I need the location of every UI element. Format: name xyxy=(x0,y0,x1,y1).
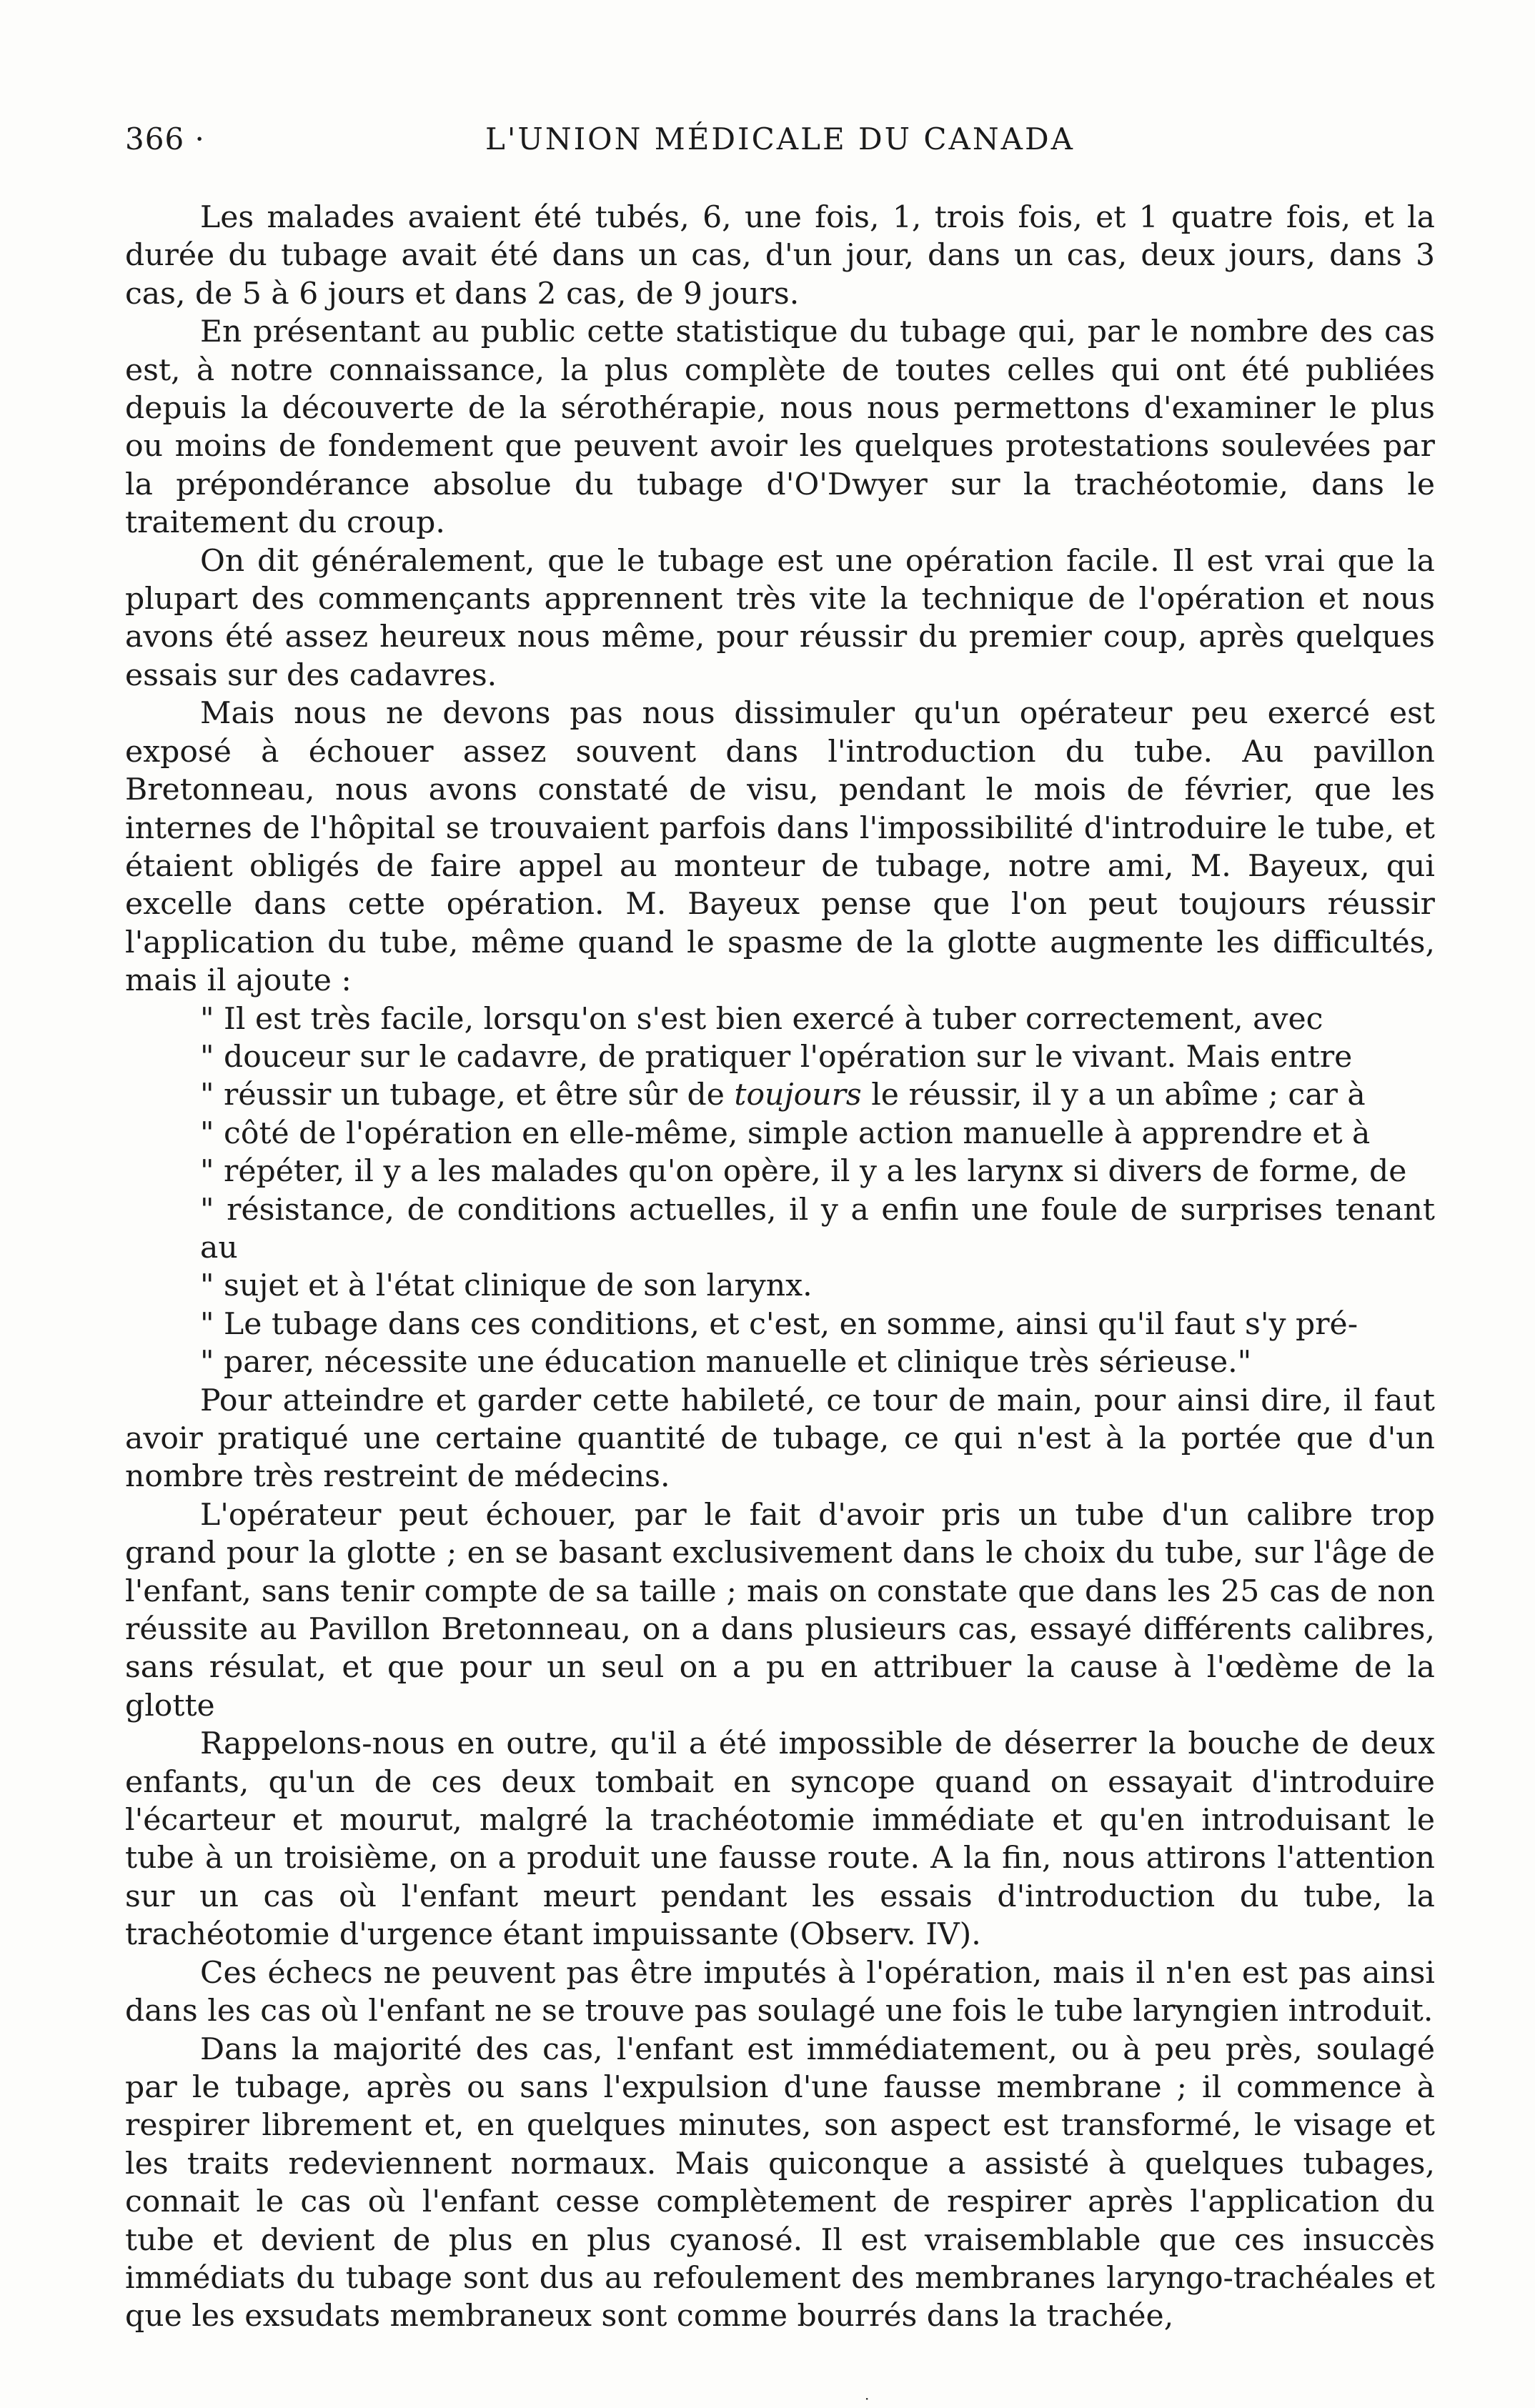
quote-line: " résistance, de conditions actuelles, il y a enfin une foule de surprises tenant au xyxy=(200,1192,1435,1265)
quote-line: " Il est très facile, lorsqu'on s'est bien exercé à tuber correctement, avec xyxy=(200,1001,1323,1037)
paragraph: Pour atteindre et garder cette habileté, ce tour de main, pour ainsi dire, il faut avoir pratiqué une certaine quantité de tubage, ce qui n'est à la portée que d'un nombre très restreint de médecins. xyxy=(125,1383,1435,1495)
block-quote xyxy=(125,1000,1435,1305)
running-title: L'UNION MÉDICALE DU CANADA xyxy=(485,121,1075,156)
footer-mark: · xyxy=(865,2390,870,2407)
paragraph: Dans la majorité des cas, l'enfant est immédiatement, ou à peu près, soulagé par le tubage, après ou sans l'expulsion d'une fausse membrane ; il commence à respirer librement et, en quelques minutes, son aspect est transformé, le visage et les traits redeviennent normaux. Mais quiconque a assisté à quelques tubages, connait le cas où l'enfant cesse complètement de respirer après l'application du tube et devient de plus en plus cyanosé. Il est vraisemblable que ces insuccès immédiats du tubage sont dus au refoulement des membranes laryngo-trachéales et que les exsudats membraneux sont comme bourrés dans la trachée, xyxy=(125,2031,1435,2334)
paragraph: On dit généralement, que le tubage est une opération facile. Il est vrai que la plupart des commençants apprennent très vite la technique de l'opération et nous avons été assez heureux nous même, pour réussir du premier coup, après quelques essais sur des cadavres. xyxy=(125,543,1435,693)
quote-line-text: " réussir un tubage, et être sûr de xyxy=(200,1078,725,1113)
page-number: 366 · xyxy=(125,121,205,156)
quote-line: " sujet et à l'état clinique de son larynx. xyxy=(200,1268,813,1304)
quote-line: " côté de l'opération en elle-même, simple action manuelle à apprendre et à xyxy=(200,1115,1371,1151)
quote-line: " parer, nécessite une éducation manuelle et clinique très sérieuse." xyxy=(200,1345,1252,1380)
quote-line xyxy=(200,1076,1435,1114)
paragraph: L'opérateur peut échouer, par le fait d'avoir pris un tube d'un calibre trop grand pour la glotte ; en se basant exclusivement dans le choix du tube, sur l'âge de l'enfant, sans tenir compte de sa taille ; mais on constate que dans les 25 cas de non réussite au Pavillon Bretonneau, on a dans plusieurs cas, essayé différents calibres, sans résulat, et que pour un seul on a pu en attribuer la cause à l'œdème de la glotte xyxy=(125,1497,1435,1723)
paragraph: Ces échecs ne peuvent pas être imputés à l'opération, mais il n'en est pas ainsi dans les cas où l'enfant ne se trouve pas soulagé une fois le tube laryngien introduit. xyxy=(125,1955,1435,2029)
paragraph: Les malades avaient été tubés, 6, une fois, 1, trois fois, et 1 quatre fois, et la durée du tubage avait été dans un cas, d'un jour, dans un cas, deux jours, dans 3 cas, de 5 à 6 jours et dans 2 cas, de 9 jours. xyxy=(125,200,1435,312)
page-header xyxy=(125,121,1435,171)
paragraph: Rappelons-nous en outre, qu'il a été impossible de déserrer la bouche de deux enfants, qu'un de ces deux tombait en syncope quand on essayait d'introduire l'écarteur et mourut, malgré la trachéotomie immédiate et qu'en introduisant le tube à un troisième, on a produit une fausse route. A la fin, nous attirons l'attention sur un cas où l'enfant meurt pendant les essais d'introduction du tube, la trachéotomie d'urgence étant impuissante (Observ. IV). xyxy=(125,1726,1435,1953)
quote-line: " douceur sur le cadavre, de pratiquer l'opération sur le vivant. Mais entre xyxy=(200,1039,1353,1075)
quote-line: " Le tubage dans ces conditions, et c'est, en somme, ainsi qu'il faut s'y pré- xyxy=(200,1306,1358,1342)
emphasis-text: toujours xyxy=(734,1078,862,1113)
body-text xyxy=(125,199,1435,2336)
quote-line: " répéter, il y a les malades qu'on opère, il y a les larynx si divers de forme, de xyxy=(200,1154,1407,1190)
block-quote xyxy=(125,1305,1435,1382)
paragraph: Mais nous ne devons pas nous dissimuler qu'un opérateur peu exercé est exposé à échouer assez souvent dans l'introduction du tube. Au pavillon Bretonneau, nous avons constaté de visu, pendant le mois de février, que les internes de l'hôpital se trouvaient parfois dans l'impossibilité d'introduire le tube, et étaient obligés de faire appel au monteur de tubage, notre ami, M. Bayeux, qui excelle dans cette opération. M. Bayeux pense que l'on peut toujours réussir l'application du tube, même quand le spasme de la glotte augmente les difficultés, mais il ajoute : xyxy=(125,696,1435,999)
quote-line-text: le réussir, il y a un abîme ; car à xyxy=(871,1078,1366,1113)
paragraph: En présentant au public cette statistique du tubage qui, par le nombre des cas est, à notre connaissance, la plus complète de toutes celles qui ont été publiées depuis la découverte de la sérothérapie, nous nous permettons d'examiner le plus ou moins de fondement que peuvent avoir les quelques protestations soulevées par la prépondérance absolue du tubage d'O'Dwyer sur la trachéotomie, dans le traitement du croup. xyxy=(125,314,1435,541)
